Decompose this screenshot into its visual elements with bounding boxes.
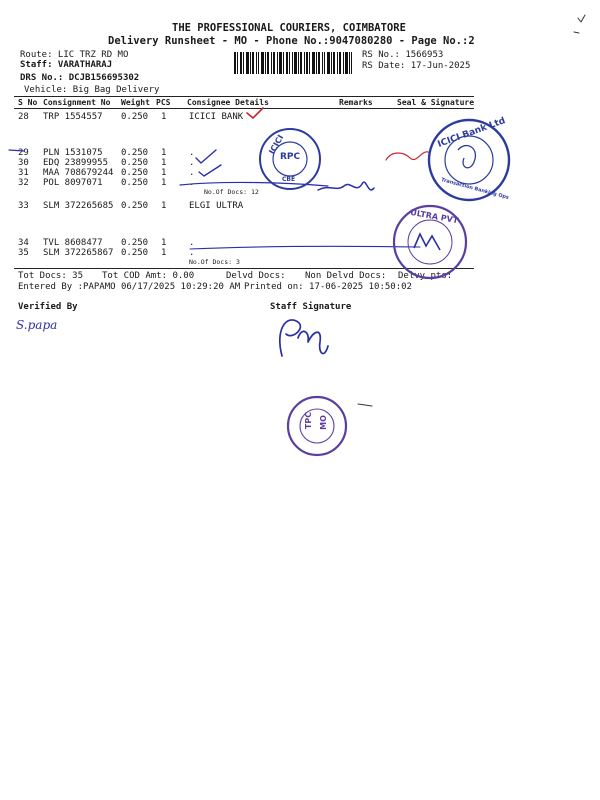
blue-underline <box>9 150 24 151</box>
route-label: Route: LIC TRZ RD MO <box>20 50 129 60</box>
sno-cell: 30 <box>18 158 29 168</box>
consignee-cell: ICICI BANK <box>189 112 244 122</box>
stamp-text: ICICI <box>267 133 286 156</box>
runsheet-title: THE PROFESSIONAL COURIERS, COIMBATORE <box>172 22 406 34</box>
staff-signature <box>280 320 328 356</box>
verified-by-label: Verified By <box>18 302 78 312</box>
col-header-consignment: Consignment No <box>43 98 111 107</box>
weight-cell: 0.250 <box>121 248 149 258</box>
consignment-cell: POL 8097071 <box>43 178 103 188</box>
stamp-text: Transaction Banking Ops <box>440 177 510 201</box>
runsheet-subtitle: Delivery Runsheet - MO - Phone No.:9047080280 - Page No.:2 <box>108 35 475 47</box>
pcs-cell: 1 <box>161 148 167 158</box>
docs-count-note: No.Of Docs: 3 <box>189 258 240 266</box>
stamp-text: RPC <box>280 152 301 162</box>
weight-cell: 0.250 <box>121 238 149 248</box>
consignee-cell: . <box>189 238 195 248</box>
sno-cell: 31 <box>18 168 29 178</box>
sno-cell: 33 <box>18 201 29 211</box>
stamp-text: TPC <box>304 411 314 430</box>
blue-arrow <box>190 246 420 249</box>
consignment-cell: SLM 372265867 <box>43 248 114 258</box>
weight-cell: 0.250 <box>121 178 149 188</box>
rs-number: RS No.: 1566953 <box>362 50 444 60</box>
consignment-cell: EDQ 23899955 <box>43 158 109 168</box>
consignee-cell: . <box>189 168 195 178</box>
consignee-cell: . <box>189 248 195 258</box>
sno-cell: 28 <box>18 112 29 122</box>
weight-cell: 0.250 <box>121 112 149 122</box>
delivered-docs: Delvd Docs: <box>226 271 286 281</box>
red-check-mark <box>247 108 263 118</box>
small-dash-mark <box>358 404 372 406</box>
tick-mark <box>578 15 585 22</box>
consignment-cell: TVL 8608477 <box>43 238 103 248</box>
stamp-text: ULTRA PVT <box>409 207 459 226</box>
col-header-seal: Seal & Signature <box>397 98 475 107</box>
sno-cell: 35 <box>18 248 29 258</box>
weight-cell: 0.250 <box>121 201 149 211</box>
pcs-cell: 1 <box>161 158 167 168</box>
col-header-consignee: Consignee Details <box>187 98 269 107</box>
blue-check-mark <box>199 165 221 176</box>
sno-cell: 29 <box>18 148 29 158</box>
consignment-cell: SLM 372265685 <box>43 201 114 211</box>
consignee-cell: ELGI ULTRA <box>189 201 244 211</box>
consignee-cell: . <box>189 178 195 188</box>
printed-on: Printed on: 17-06-2025 10:50:02 <box>244 282 412 292</box>
pcs-cell: 1 <box>161 112 167 122</box>
verifier-signature: S.papa <box>16 318 58 332</box>
weight-cell: 0.250 <box>121 148 149 158</box>
pcs-cell: 1 <box>161 178 167 188</box>
tick-mark <box>574 32 579 33</box>
tpc-mo-stamp <box>288 397 346 455</box>
total-cod-amount: Tot COD Amt: 0.00 <box>102 271 195 281</box>
drs-number: DRS No.: DCJB156695302 <box>20 73 140 83</box>
consignment-cell: TRP 1554557 <box>43 112 103 122</box>
sno-cell: 34 <box>18 238 29 248</box>
stamp-text: MO <box>318 415 328 430</box>
col-header-sno: S No <box>18 98 38 107</box>
stamp-text: CBE <box>282 176 296 183</box>
delivery-points: Delvy pts: <box>398 271 453 281</box>
pcs-cell: 1 <box>161 238 167 248</box>
col-header-weight: Weight <box>121 98 150 107</box>
col-header-remarks: Remarks <box>339 98 373 107</box>
pcs-cell: 1 <box>161 201 167 211</box>
pcs-cell: 1 <box>161 248 167 258</box>
staff-label: Staff: VARATHARAJ <box>20 60 113 70</box>
rs-date: RS Date: 17-Jun-2025 <box>362 61 471 71</box>
entered-by: Entered By :PAPAMO 06/17/2025 10:29:20 AM <box>18 282 241 292</box>
weight-cell: 0.250 <box>121 168 149 178</box>
consignment-cell: MAA 708679244 <box>43 168 114 178</box>
stamp-text: ICICI Bank Ltd <box>436 116 507 150</box>
red-scribble <box>386 152 428 160</box>
consignee-cell: . <box>189 148 195 158</box>
sno-cell: 32 <box>18 178 29 188</box>
weight-cell: 0.250 <box>121 158 149 168</box>
vehicle-label: Vehicle: Big Bag Delivery <box>24 85 160 95</box>
staff-signature-label: Staff Signature <box>270 302 352 312</box>
total-docs: Tot Docs: 35 <box>18 271 84 281</box>
consignment-cell: PLN 1531075 <box>43 148 103 158</box>
non-delivered-docs: Non Delvd Docs: <box>305 271 387 281</box>
docs-count-note: No.Of Docs: 12 <box>204 188 259 196</box>
consignee-cell: . <box>189 158 195 168</box>
blue-check-mark <box>196 150 216 163</box>
col-header-pcs: PCS <box>156 98 171 107</box>
pcs-cell: 1 <box>161 168 167 178</box>
